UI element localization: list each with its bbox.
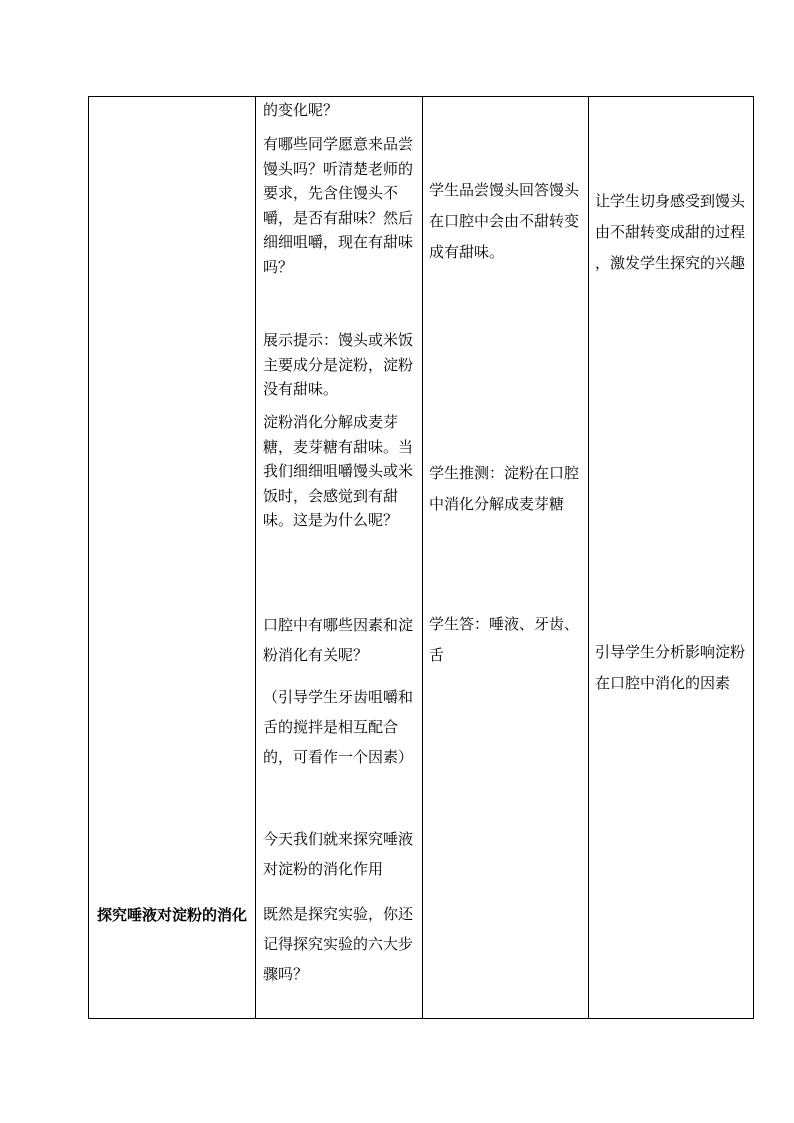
- topic-column: [89, 97, 256, 1018]
- lesson-table: [88, 96, 754, 1019]
- teacher-text: 有哪些同学愿意来品尝馒头吗？听清楚老师的要求，先含住馒头不嚼，是否有甜味？然后细细咀嚼，现在有甜味吗？: [263, 135, 414, 276]
- topic-cell: 探究唾液对淀粉的消化: [96, 906, 247, 924]
- teacher-text: 淀粉消化分解成麦芽糖，麦芽糖有甜味。当我们细细咀嚼馒头或米饭时，会感觉到有甜味。这是为什么呢？: [263, 413, 414, 529]
- teacher-text: 今天我们就来探究唾液对淀粉的消化作用: [263, 830, 414, 878]
- teacher-text: （引导学生牙齿咀嚼和舌的搅拌是相互配合的，可看作一个因素）: [263, 688, 414, 766]
- student-activity-column: [422, 97, 589, 1018]
- design-intent-column: [588, 97, 753, 1018]
- student-text: 学生品尝馒头回答馒头在口腔中会由不甜转变成有甜味。: [429, 181, 580, 261]
- intent-text: 让学生切身感受到馒头由不甜转变成甜的过程 ，激发学生探究的兴趣: [595, 192, 746, 272]
- teacher-text: 展示提示：馒头或米饭主要成分是淀粉，淀粉没有甜味。: [263, 331, 414, 398]
- student-text: 学生答：唾液、牙齿、舌: [429, 615, 580, 664]
- teacher-text: 口腔中有哪些因素和淀粉消化有关呢？: [263, 616, 414, 664]
- intent-text: 引导学生分析影响淀粉在口腔中消化的因素: [595, 643, 746, 692]
- student-text: 学生推测：淀粉在口腔中消化分解成麦芽糖: [429, 464, 580, 513]
- teacher-text: 的变化呢？: [263, 101, 339, 119]
- teacher-activity-column: [255, 97, 423, 1018]
- teacher-text: 既然是探究实验，你还记得探究实验的六大步骤吗？: [263, 905, 414, 983]
